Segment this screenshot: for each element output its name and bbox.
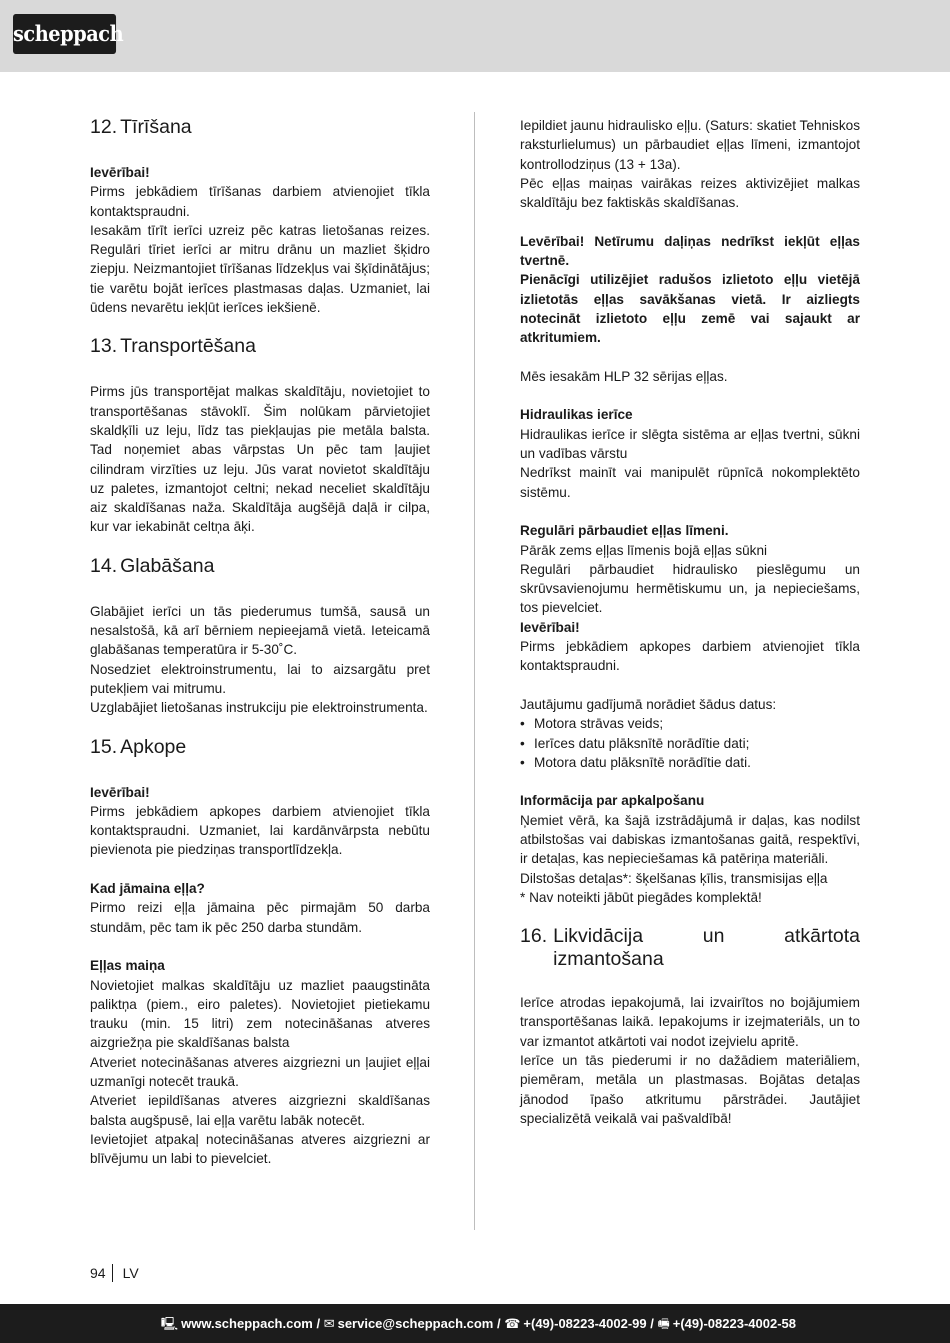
page-header (0, 0, 950, 72)
section-storage (90, 555, 430, 718)
paragraph: Iepildiet jaunu hidraulisko eļļu. (Saturs: skatiet Tehniskos raksturlielumus) un pārbaudiet eļļas līmeni, izmantojot kontrollodziņus (13 + 13a). (520, 118, 860, 172)
section-heading (520, 925, 860, 971)
left-column (90, 116, 430, 1186)
paragraph: Atveriet notecināšanas atveres aizgriezni un ļaujiet eļļai uzmanīgi notecēt traukā. (90, 1054, 430, 1089)
email-link[interactable]: service@scheppach.com (337, 1316, 494, 1331)
paragraph: Ņemiet vērā, ka šajā izstrādājumā ir daļas, kas nodilst atbilstošas vai dabiskas izmantošanas gaitā, respektīvi, ir detaļas, kas nepieciešamas kā patēriņa materiāli. (520, 812, 860, 867)
spacer (520, 348, 860, 367)
list-item-text: Ierīces datu plāksnītē norādītie dati; (534, 735, 750, 751)
paragraph: Atveriet iepildīšanas atveres aizgriezni skaldīšanas balsta augšpusē, lai eļļa varētu labāk notecēt. (90, 1093, 430, 1128)
section-transport (90, 335, 430, 536)
warning-text: Levērībai! Netīrumu daļiņas nedrīkst iekļūt eļļas tvertnē. (520, 233, 860, 269)
subheading: Eļļas maiņa (90, 958, 165, 974)
scheppach-logo: scheppach (13, 14, 116, 54)
list-item-text: Motora datu plāksnītē norādītie dati. (534, 754, 751, 770)
section-number: 13. (90, 335, 118, 358)
spacer (520, 907, 860, 925)
separator: / (493, 1316, 505, 1331)
page-footer (0, 1304, 950, 1343)
fax-number: +(49)-08223-4002-58 (672, 1316, 796, 1331)
section-heading (90, 736, 430, 759)
section-maintenance (90, 736, 430, 1169)
section-title: Transportēšana (120, 335, 256, 358)
paragraph: Hidraulikas ierīce ir slēgta sistēma ar eļļas tvertni, sūkni un vadības vārstu (520, 426, 860, 462)
paragraph: Nedrīkst mainīt vai manipulēt rūpnīcā nokomplektēto sistēmu. (520, 465, 860, 500)
spacer (520, 502, 860, 521)
subheading: Regulāri pārbaudiet eļļas līmeni. (520, 523, 729, 539)
bullet-icon: • (520, 716, 525, 732)
paragraph: Novietojiet malkas skaldītāju uz mazliet paaugstināta paliktņa (piem., eiro paletes). Novietojiet pietiekamu trauku (min. 15 litri) zem notecināšanas atveres aizgriežņa pie skaldīšanas balsta (90, 977, 430, 1051)
paragraph: Iesakām tīrīt ierīci uzreiz pēc katras lietošanas reizes. Regulāri tīriet ierīci ar mitru drānu un mazliet šķidro ziepju. Neizmantojiet tīrīšanas līdzekļus vai šķīdinātājus; tie varētu bojāt ierīces plastmasas daļas. Uzmaniet, lai ūdens nevarētu iekļūt ierīces iekšienē. (90, 222, 430, 316)
section-number: 16. (520, 925, 548, 948)
phone-number[interactable]: +(49)-08223-4002-99 (523, 1316, 647, 1331)
spacer (520, 386, 860, 405)
paragraph: Pirms jebkādiem apkopes darbiem atvienojiet tīkla kontaktspraudni. (520, 639, 860, 674)
paragraph: Glabājiet ierīci un tās piederumus tumšā, sausā un nesalstošā, kā arī bērniem nepieejamā vietā. Ieteicamā glabāšanas temperatūra ir 5-30˚C. (90, 603, 430, 658)
subheading: Kad jāmaina eļļa? (90, 881, 205, 897)
paragraph: Pirms jebkādiem apkopes darbiem atvienojiet tīkla kontaktspraudni. Uzmaniet, lai kardānvārpsta nebūtu pievienota pie piedziņas transportlīdzekļa. (90, 803, 430, 858)
paragraph: Pēc eļļas maiņas vairākas reizes aktivizējiet malkas skaldītāju bez faktiskās skaldīšanas. (520, 175, 860, 211)
paragraph: Mēs iesakām HLP 32 sērijas eļļas. (520, 368, 728, 384)
separator: / (312, 1316, 324, 1331)
paragraph: Pirms jebkādiem tīrīšanas darbiem atvienojiet tīkla kontaktspraudni. (90, 184, 430, 219)
spacer (90, 937, 430, 956)
section-number: 14. (90, 554, 118, 577)
subheading: Informācija par apkalpošanu (520, 793, 705, 809)
paragraph: Regulāri pārbaudiet hidraulisko pieslēgumu un skrūvsavienojumu hermētiskumu un, ja nepieciešams, tos pievelciet. (520, 561, 860, 616)
section-heading (90, 335, 430, 358)
paragraph: Jautājumu gadījumā norādiet šādus datus: (520, 696, 777, 712)
paragraph: Ierīce atrodas iepakojumā, lai izvairītos no bojājumiem transportēšanas laikā. Iepakojums ir izejmateriāls, un to var izmantot atkārtoti vai nodot izejvielu apritē. (520, 995, 860, 1049)
list-item (520, 714, 860, 733)
page-number-divider (112, 1264, 113, 1282)
list-item-text: Motora strāvas veids; (534, 716, 664, 732)
warning-label: Ievērībai! (90, 784, 150, 800)
email-icon: ✉ (323, 1316, 335, 1331)
data-list (520, 714, 860, 772)
subheading: Hidraulikas ierīce (520, 407, 633, 423)
section-title: Apkope (120, 735, 187, 758)
spacer (90, 860, 430, 879)
section-title: Glabāšana (120, 554, 215, 577)
section-heading (90, 555, 430, 578)
spacer (520, 212, 860, 231)
right-column (520, 116, 860, 1128)
language-code: LV (122, 1265, 139, 1281)
paragraph: Nosedziet elektroinstrumentu, lai to aizsargātu pret putekļiem vai mitrumu. (90, 661, 430, 696)
paragraph: Pirms jūs transportējat malkas skaldītāju, novietojiet to transportēšanas stāvoklī. Šim nolūkam pārvietojiet skaldķīli uz leju, līdz tas piekļaujas pie metāla balsta. Tad noņemiet abas vārpstas Un pēc tam ļaujiet cilindram virzīties uz leju. Jūs varat novietot skaldītāju uz paletes, izmantojot celtni; nekad neceliet skaldītāju aiz skaldīšanas naža. Skaldītāja augšējā daļā ir cilpa, kur var iekabināt celtņa āķi. (90, 384, 430, 535)
spacer (520, 676, 860, 695)
paragraph: Pirmo reizi eļļa jāmaina pēc pirmajām 50 darba stundām, pēc tam ik pēc 250 darba stundām. (90, 900, 430, 935)
section-title: Tīrīšana (120, 116, 192, 138)
bullet-icon: • (520, 735, 525, 751)
bullet-icon: • (520, 754, 525, 770)
section-number: 12. (90, 116, 118, 138)
spacer (520, 772, 860, 791)
page-number-value: 94 (90, 1265, 106, 1281)
fax-icon: 🖷 (657, 1316, 670, 1331)
paragraph: Pārāk zems eļļas līmenis bojā eļļas sūkni (520, 542, 768, 558)
section-cleaning (90, 116, 430, 317)
paragraph: Ievietojiet atpakaļ notecināšanas atveres aizgriezni ar blīvējumu un labi to pievelciet. (90, 1131, 430, 1167)
warning-label: Ievērībai! (90, 165, 150, 180)
column-divider (474, 112, 475, 1230)
paragraph: Dilstošas detaļas*: šķelšanas ķīlis, transmisijas eļļa (520, 870, 828, 886)
paragraph: Ierīce un tās piederumi ir no dažādiem materiāliem, piemēram, metāla un plastmasas. Bojātas detaļas jānodod īpašo atkritumu pārstrādei. Jautājiet specializētā veikalā vai pašvaldībā! (520, 1053, 860, 1126)
paragraph: Uzglabājiet lietošanas instrukciju pie elektroinstrumenta. (90, 700, 428, 716)
warning-text: Pienācīgi utilizējiet radušos izlietoto eļļu vietējā izlietotās eļļas savākšanas vietā. Ir aizliegts notecināt izlietoto eļļu zemē vai sajaukt ar atkritumiem. (520, 272, 860, 346)
paragraph: * Nav noteikti jābūt piegādes komplektā! (520, 889, 762, 905)
list-item (520, 734, 860, 753)
section-number: 15. (90, 735, 118, 758)
section-heading (90, 116, 430, 139)
page-number (90, 1264, 139, 1282)
warning-label: Ievērībai! (520, 619, 580, 635)
separator: / (646, 1316, 658, 1331)
list-item (520, 753, 860, 772)
section-title: Likvidācija un atkārtota izmantošana (553, 925, 860, 971)
phone-icon: ☎ (504, 1316, 521, 1331)
website-link[interactable]: www.scheppach.com (181, 1316, 313, 1331)
computer-icon: 🖳 (160, 1316, 179, 1331)
